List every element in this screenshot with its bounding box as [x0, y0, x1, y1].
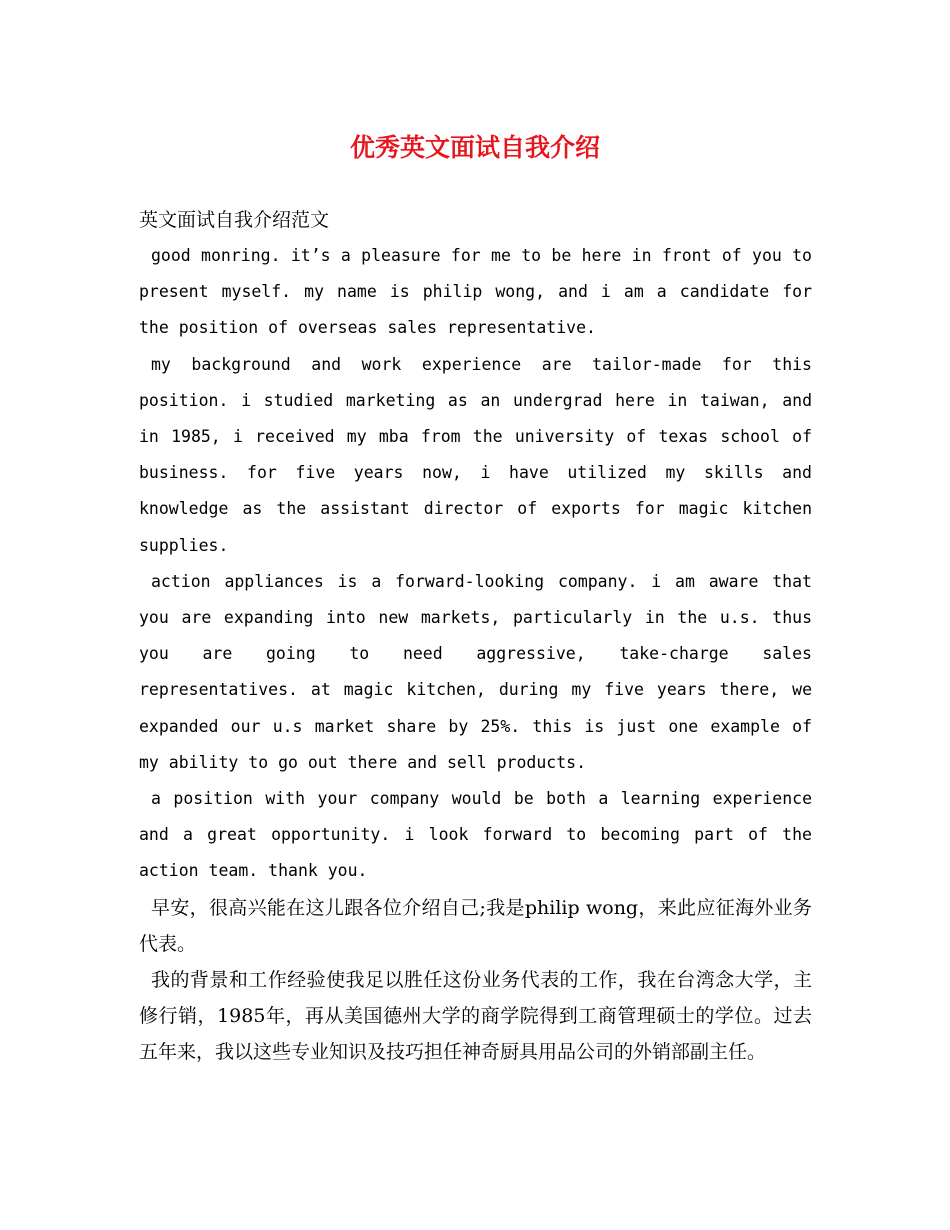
paragraph-en-company: action appliances is a forward-looking company. i am aware that you are expanding into new markets, particularly in the u.s. thus you are going to need aggressive, take-charge sales representatives. at magic kitchen, during my five years there, we expanded our u.s market share by 25%. this is just one example of my ability to go out there and sell products. — [139, 571, 812, 772]
section-heading: 英文面试自我介绍范文 — [139, 209, 330, 231]
document-body — [139, 202, 812, 1070]
paragraph-en-background: my background and work experience are tailor-made for this position. i studied marketing as an undergrad here in taiwan, and in 1985, i received my mba from the university of texas school of business. for five years now, i have utilized my skills and knowledge as the assistant director of exports for magic kitchen supplies. — [139, 354, 812, 555]
paragraph-zh-background: 我的背景和工作经验使我足以胜任这份业务代表的工作，我在台湾念大学，主修行销，1985年，再从美国德州大学的商学院得到工商管理硕士的学位。过去五年来，我以这些专业知识及技巧担任神奇厨具用品公司的外销部副主任。 — [139, 968, 812, 1063]
document-title: 优秀英文面试自我介绍 — [349, 133, 600, 162]
paragraph-zh-greeting: 早安，很高兴能在这儿跟各位介绍自己;我是philip wong，来此应征海外业务代表。 — [139, 896, 812, 955]
paragraph-en-closing: a position with your company would be both a learning experience and a great opportunity. i look forward to becoming part of the action team. thank you. — [139, 789, 812, 881]
paragraph-en-greeting: good monring. it’s a pleasure for me to be here in front of you to present myself. my name is philip wong, and i am a candidate for the position of overseas sales representative. — [139, 246, 812, 338]
